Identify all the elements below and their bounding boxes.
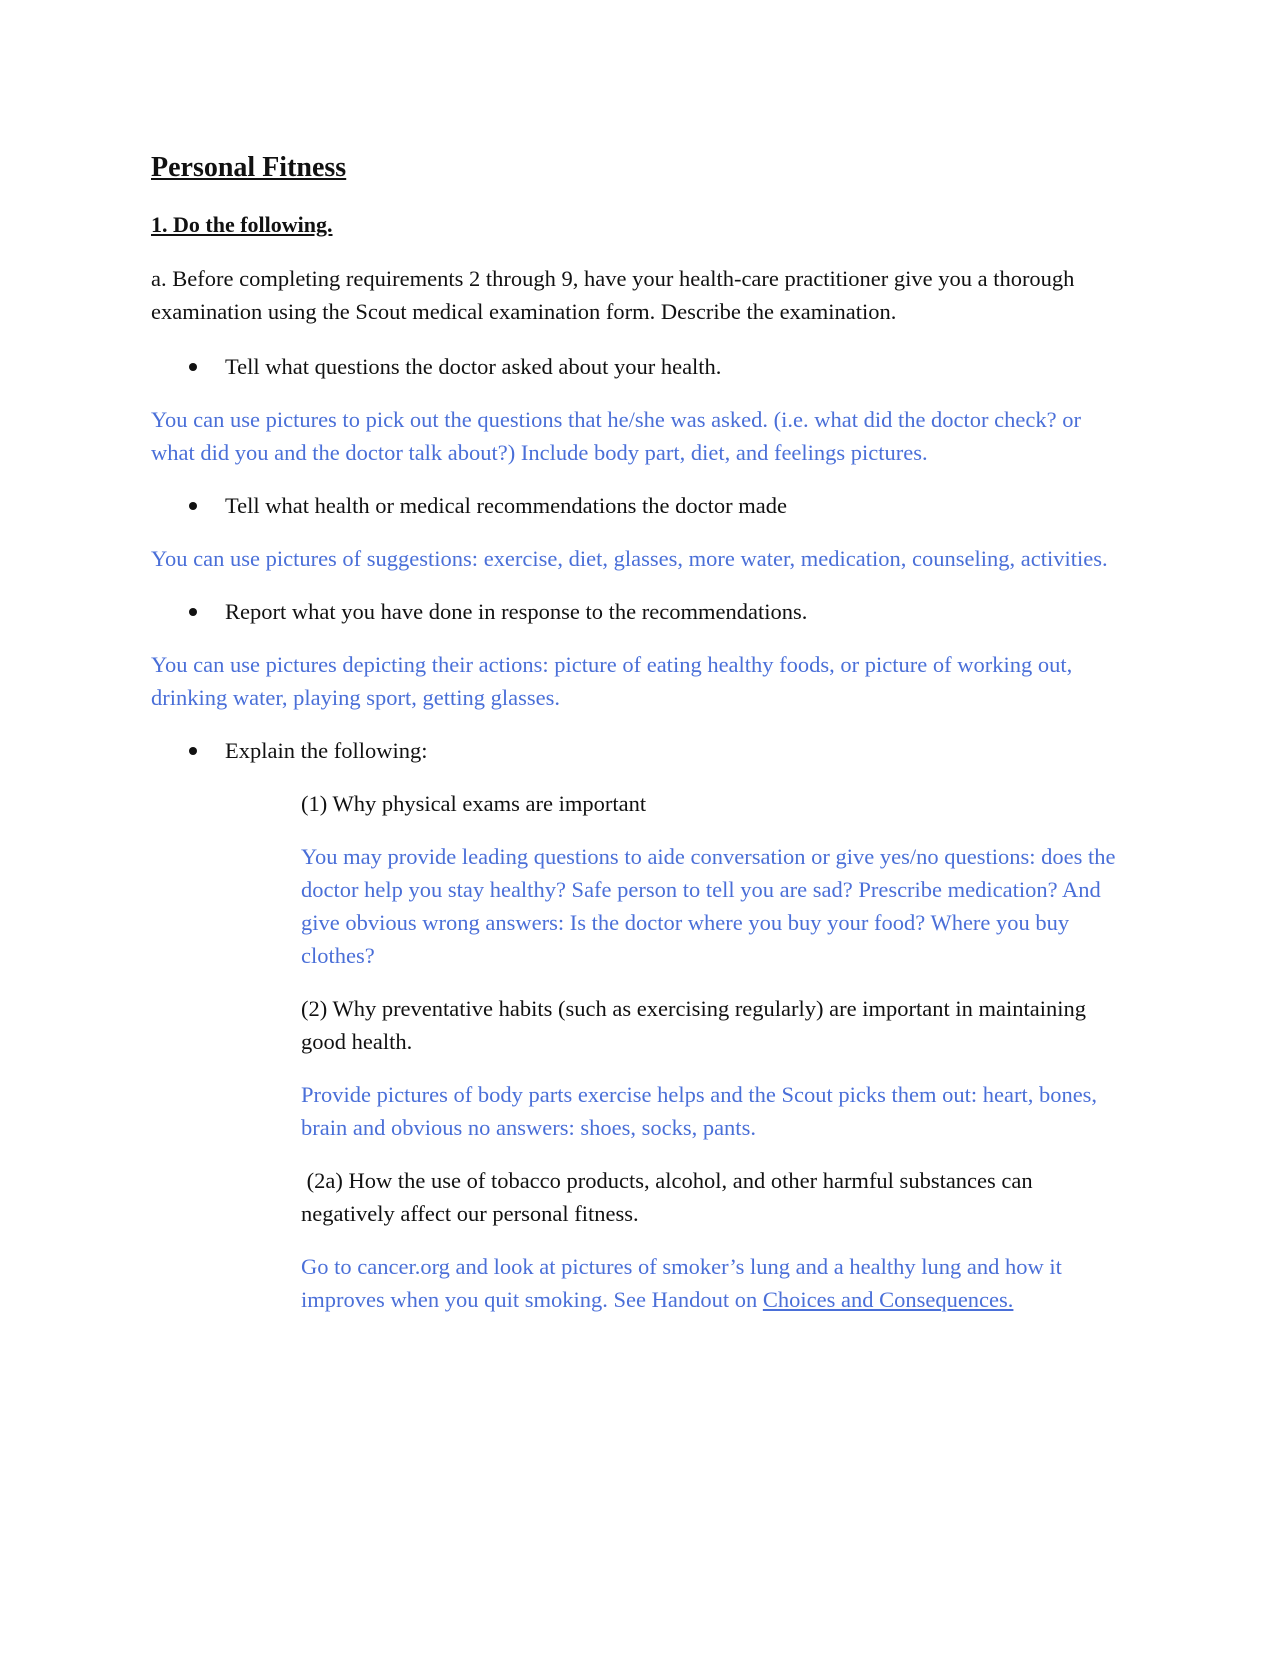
- bullet-item: [151, 350, 1126, 383]
- guidance-note: You can use pictures of suggestions: exercise, diet, glasses, more water, medication, counseling, activities.: [151, 546, 1108, 571]
- bullet-text: Report what you have done in response to the recommendations.: [225, 599, 808, 624]
- bullet-dot-icon: [189, 502, 197, 510]
- guidance-note: You can use pictures depicting their actions: picture of eating healthy foods, or picture of working out, drinking water, playing sport, getting glasses.: [151, 652, 1073, 710]
- bullet-text: Explain the following:: [225, 738, 428, 763]
- guidance-note: You can use pictures to pick out the questions that he/she was asked. (i.e. what did the doctor check? or what did you and the doctor talk about?) Include body part, diet, and feelings pictures.: [151, 407, 1081, 465]
- document-page: [151, 150, 1126, 1316]
- section-heading: 1. Do the following.: [151, 212, 333, 237]
- explain-list: [301, 787, 1126, 1316]
- explain-item-text: (2) Why preventative habits (such as exercising regularly) are important in maintaining good health.: [301, 996, 1086, 1054]
- handout-link[interactable]: Choices and Consequences.: [762, 1287, 1014, 1312]
- intro-paragraph: a. Before completing requirements 2 through 9, have your health-care practitioner give you a thorough examination using the Scout medical examination form. Describe the examination.: [151, 266, 1075, 324]
- explain-item-text: (2a) How the use of tobacco products, alcohol, and other harmful substances can negatively affect our personal fitness.: [301, 1168, 1039, 1226]
- bullet-item: [151, 489, 1126, 522]
- bullet-item: [151, 595, 1126, 628]
- guidance-note-text: Go to cancer.org and look at pictures of smoker’s lung and a healthy lung and how it improves when you quit smoking. See Handout on: [301, 1254, 1062, 1312]
- explain-item-text: (1) Why physical exams are important: [301, 791, 647, 816]
- guidance-note: You may provide leading questions to aide conversation or give yes/no questions: does the doctor help you stay healthy? Safe person to tell you are sad? Prescribe medication? And give obvious wrong answers: Is the doctor where you buy your food? Where you buy clothes?: [301, 844, 1116, 968]
- bullet-dot-icon: [189, 363, 197, 371]
- bullet-dot-icon: [189, 747, 197, 755]
- bullet-text: Tell what questions the doctor asked about your health.: [225, 354, 722, 379]
- page-title: Personal Fitness: [151, 152, 347, 183]
- bullet-item: [151, 734, 1126, 767]
- bullet-dot-icon: [189, 608, 197, 616]
- guidance-note: Provide pictures of body parts exercise helps and the Scout picks them out: heart, bones, brain and obvious no answers: shoes, socks, pants.: [301, 1082, 1098, 1140]
- bullet-text: Tell what health or medical recommendations the doctor made: [225, 493, 787, 518]
- guidance-note: [301, 1250, 1126, 1316]
